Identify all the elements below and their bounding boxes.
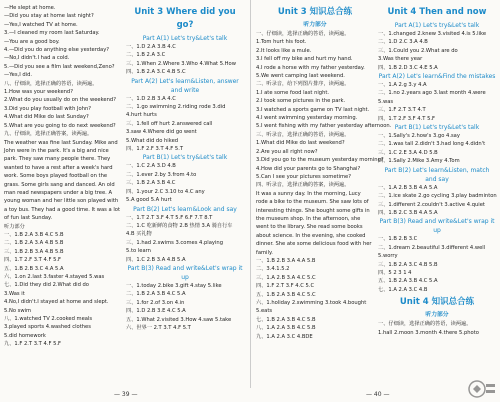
text-line: —Yes,I watched TV at home. (4, 21, 78, 28)
text-line: 5.We went camping last weekend. (256, 73, 345, 80)
text-line: 4.I rode a horse with my father yesterday. (256, 64, 365, 71)
text-line: 3.Was there year (378, 56, 423, 63)
text-line: 二、1.B 2.A 3.B 4.C 5.A (126, 291, 186, 298)
text-line: It was a sunny day. In the morning, Lucy rode a bike to the museum. She saw lots of interesting things. She bought some gifts in the museum shop. In the afternoon, she went to the library. She read some books about science. In the evening, she cooked dinner. She ate some delicious food with her family. (256, 190, 372, 256)
text-line: 一、1.changed 2.knew 3.visited 4.is 5.like (378, 31, 487, 37)
text-line: 五、1.B 2.A 3.B 4.C 5.A (378, 278, 438, 285)
text-line: 5.was (378, 98, 394, 105)
text-line: 4.I went swimming yesterday morning. (256, 115, 358, 122)
text-line: 二、1.was tall 2.didn't 3.had long 4.didn't (378, 141, 486, 148)
text-line: 四、1.Sally 2.Mike 3.Amy 4.Tom (378, 158, 460, 165)
text-line: 八、仔细读，选择正确的答语，读两遍。 (4, 80, 98, 87)
part-heading: Part A(1) Let's try&Let's talk (142, 35, 228, 42)
text-line: 1.hall 2.moon 3.month 4.there 5.photo (378, 329, 479, 336)
text-line: 三、1.for 2.of 3.on 4.in (126, 299, 185, 306)
part-heading: Part B(3) Read and write&Let's wrap it up (379, 218, 495, 235)
text-line: —You are a good boy. (4, 38, 60, 45)
column-2 (126, 4, 244, 332)
part-heading: Part B(1) Let's try&Let's talk (394, 124, 480, 132)
text-line: 4.—Did you do anything else yesterday? (4, 47, 110, 54)
text-line: 四、1.T 2.F 3.F 4.T 5.F (378, 115, 436, 122)
text-line: The weather was fine last Sunday. Mike and John were in the park. It's a big and nice park. They saw many people there. They wanted to have a rest after a week's hard work. Some boys played football on the grass. Some girls sang and danced. An old man read newspapers under a big tree. A young woman and her little son played with a toy bus. They had a good time. It was a lot of fun last Sunday. (4, 139, 121, 222)
text-line: 一、1.A 2.B 3.B 4.A 5.A (378, 184, 438, 191)
text-line: 三、1.Could you 2.What are do (378, 47, 458, 54)
text-line: —He slept at home. (4, 5, 56, 11)
page-divider (250, 0, 251, 388)
text-line: 一、1.A 2.g 3.y 4.A (378, 82, 427, 89)
text-line: 5.eats (256, 308, 273, 315)
text-line: 3.Did you go to the museum yesterday morning? (256, 157, 384, 164)
text-line: 四、1.D 2.B 3.E 4.C 5.A (126, 308, 186, 315)
text-line: 三、1.B 2.A 3.B 4.C (126, 180, 176, 187)
text-line: 3.saw 4.Where did go went (126, 129, 197, 136)
text-line: 五、1.What 2.visited 3.How 4.saw 5.take (126, 316, 232, 323)
text-line: 六、1.holiday 2.swimming 3.took 4.bought (256, 300, 367, 306)
watermark-logo-icon (467, 378, 497, 400)
text-line: 5.did homework (4, 332, 46, 339)
section-heading: 听力部分 (303, 22, 327, 28)
text-line: 一、1.D 2.B 3.A 4.C (126, 95, 176, 102)
text-line: 5.I went fishing with my father yesterday afternoon. (256, 123, 392, 130)
text-line: 一、1.C 2.A 3.D 4.B (126, 163, 176, 170)
text-line: 5.No swim (4, 307, 32, 314)
text-line: 3.I fell off my bike and hurt my hand. (256, 56, 353, 63)
unit-heading: Unit 4 知识总合练 (399, 297, 475, 308)
text-line: 三、1.When 2.Where 3.Who 4.What 5.How (126, 60, 236, 67)
text-line: 4.No,I didn't.I stayed at home and slept. (4, 299, 109, 306)
text-line: 九、1.A 2.A 3.C 4.BDE (256, 333, 313, 340)
text-line: 2.I took some pictures in the park. (256, 98, 346, 105)
text-line: 三、1.A 2.B 3.A 4.C 5.C (256, 274, 316, 281)
text-line: 3.—I cleaned my room last Saturday. (4, 30, 100, 37)
text-line: 二、1.ice skate 2.go cycling 3.play badminton (378, 193, 497, 200)
part-heading: Part B(1) Let's try&Let's talk (142, 154, 228, 162)
unit-heading: Unit 3 知识总合练 (277, 7, 353, 17)
text-line: 四、1.B 2.D 3.C 4.E 5.A (378, 64, 438, 71)
part-heading: Part B(2) Let's learn&Look and say (133, 205, 237, 213)
text-line: —Did you stay at home last night? (4, 13, 94, 20)
text-line: 三、1.B 2.B 3.A 4.B 5.B (4, 248, 64, 255)
text-line: 二、1.go swimming 2.riding rode 3.did (126, 104, 226, 111)
column-1 (4, 4, 122, 349)
column-4 (378, 4, 496, 337)
text-line: 2.Are you all right now? (256, 148, 318, 155)
text-line: 四、1.B 2.A 3.C 4.B 5.C (126, 69, 186, 76)
text-line: 三、1.B 2.A 3.C 4.B 5.B (378, 261, 438, 268)
text-line: 5.worry (378, 253, 398, 260)
text-line: 三、1.F 2.T 3.T 4.T (378, 107, 426, 114)
text-line: 四、1.B 2.C 3.B 4.A 5.A (378, 209, 438, 216)
text-line: 5.—Did you see a film last weekend,Zeno? (4, 63, 115, 70)
text-line: 1.I ate some food last night. (256, 89, 330, 96)
text-line: 4.How did your parents go to Shanghai? (256, 165, 361, 172)
part-heading: Part A(2) Let's learn&Find the mistakes (378, 73, 496, 81)
text-line: 三、1.C 2.E 3.A 4.D 5.B (378, 149, 438, 156)
text-line: 2.What do you usually do on the weekend? (4, 97, 116, 104)
text-line: 三、听录音，选择正确的答语，读两遍。 (256, 131, 350, 138)
unit-heading: Unit 3 Where did you go? (134, 7, 236, 30)
text-line: 4.hurt hurts (126, 112, 157, 119)
text-line: 一、1.B 2.A 3.B 4.C 5.B (4, 231, 64, 238)
page-number-left: — 39 — (114, 391, 138, 398)
text-line: 二、1.no 2.years ago 3.last month 4.were (378, 90, 486, 97)
text-line: 4.B 买礼物 (126, 231, 152, 238)
text-line: 三、1.fell off hurt 2.answered call (126, 120, 213, 127)
text-line: 5.What did do hiked (126, 137, 179, 144)
text-line: 一、仔细读，选择正确的答语，读两遍。 (256, 31, 350, 37)
text-line: 一、1.T 2.T 3.F 4.T 5.F 6.F 7.T 8.T (126, 214, 213, 221)
text-line: 八、1.watched TV 2.cooked meals (4, 316, 93, 323)
page-number-right: — 40 — (366, 391, 390, 398)
text-line: 1.How was your weekend? (4, 89, 73, 96)
text-line: 3.Was it (4, 290, 25, 297)
text-line: 二、1.C 吃新鲜的食物 2.B 热情 3.A 骑自行车 (126, 222, 233, 229)
text-line: 一、1.today 2.bike 3.gift 4.stay 5.like (126, 282, 222, 289)
text-line: 七、1.A 2.A 3.C 4.B (378, 286, 428, 293)
text-line: 四、1.F 2.F 3.T 4.F 5.T (126, 146, 184, 153)
text-line: 3.played sports 4.washed clothes (4, 324, 91, 331)
text-line: 一、1.B 2.B 3.A 4.A 5.B (256, 257, 316, 264)
text-line: 九、1.F 2.T 3.T 4.F 5.F (4, 341, 62, 348)
text-line: 二、1.B 2.A 3.C (126, 52, 166, 59)
text-line: 二、听录音，给下列图片排序，读两遍。 (256, 81, 350, 88)
text-line: 三、1.had 2.swims 3.comes 4.playing (126, 239, 223, 246)
part-heading: Part B(3) Read and write&Let's wrap it up (127, 264, 243, 281)
text-line: 五、1.B 2.B 3.C 4.A 5.A (4, 265, 64, 272)
text-line: 二、1.dream 2.beautiful 3.different 4.well (378, 244, 486, 251)
text-line: 二、1.ever 2.by 3.from 4.to (126, 171, 197, 178)
part-heading: Part A(1) Let's try&Let's talk (394, 22, 480, 29)
text-line: 一、1.B 2.B 3.C (378, 236, 418, 243)
text-line: 1.What did Mike do last weekend? (256, 140, 345, 147)
text-line: 3.Did you play football with John? (4, 105, 92, 112)
text-line: 二、1.B 2.A 3.A 4.B 5.B (4, 240, 64, 247)
text-line: —No,I didn't.I had a cold. (4, 55, 70, 62)
text-line: 1.Tom hurt his foot. (256, 39, 307, 46)
text-line: 4.What did Mike do last Sunday? (4, 114, 89, 121)
text-line: 5.Can I see your pictures sometime? (256, 173, 351, 180)
text-line: 四、5 2 3 1 4 (378, 269, 412, 276)
text-line: 一、1.D 2.A 3.B 4.C (126, 44, 176, 50)
text-line: 听力部分 (4, 223, 25, 230)
text-line: 一、仔细读，选择正确的答语，读两遍。 (378, 321, 472, 328)
text-line: 七、1.B 2.A 3.B 4.C 5.B (256, 316, 316, 323)
text-line: 5.to learn (126, 248, 151, 255)
text-line: 五、1.B 2.A 3.B 4.C 5.C (256, 291, 316, 298)
text-line: 二、3.4.1.5.2 (256, 266, 290, 273)
text-line: 四、1.T 2.F 3.T 4.F 5.F (4, 257, 62, 264)
text-line: 四、1.C 2.B 3.A 4.B 5.A (126, 256, 186, 263)
text-line: 七、1.Did they did 2.What did do (4, 282, 89, 289)
unit-heading: Unit 4 Then and now (387, 7, 487, 17)
text-line: 六、1.on 2.last 3.faster 4.stayed 5.was (4, 274, 105, 280)
text-line: 二、1.D 2.C 3.A 4.B (378, 39, 428, 46)
text-line: 八、1.A 2.A 3.B 4.C 5.B (256, 325, 316, 332)
text-line: 三、1.different 2.couldn't 3.active 4.quiet (378, 201, 485, 208)
text-line: 四、1.F 2.T 3.F 4.C 5.C (256, 283, 315, 290)
text-line: 四、1.your 2.C 3.10 to 4.C any (126, 188, 205, 195)
text-line: 六、世界一 2.T 3.T 4.F 5.T (126, 324, 191, 331)
text-line: 5.What are you going to do next weekend? (4, 122, 116, 129)
text-line: 一、1.Sally's 2.how's 3.go 4.say (378, 133, 460, 140)
text-line: 3.I watched a sports game on TV last night. (256, 106, 370, 113)
text-line: 5.A good 5.A hurt (126, 197, 172, 204)
text-line: 2.It looks like a mule. (256, 47, 312, 54)
section-heading: 听力部分 (425, 312, 449, 319)
text-line: —Yes,I did. (4, 72, 33, 79)
part-heading: Part A(2) Let's learn&Listen, answer and write (131, 77, 239, 94)
text-line: 九、仔细读，选择正确答案，读两遍。 (4, 131, 93, 138)
text-line: 四、听录音，选择正确的答案，读两遍。 (256, 182, 350, 189)
part-heading: Part B(2) Let's learn&Listen, match and say (384, 166, 490, 183)
